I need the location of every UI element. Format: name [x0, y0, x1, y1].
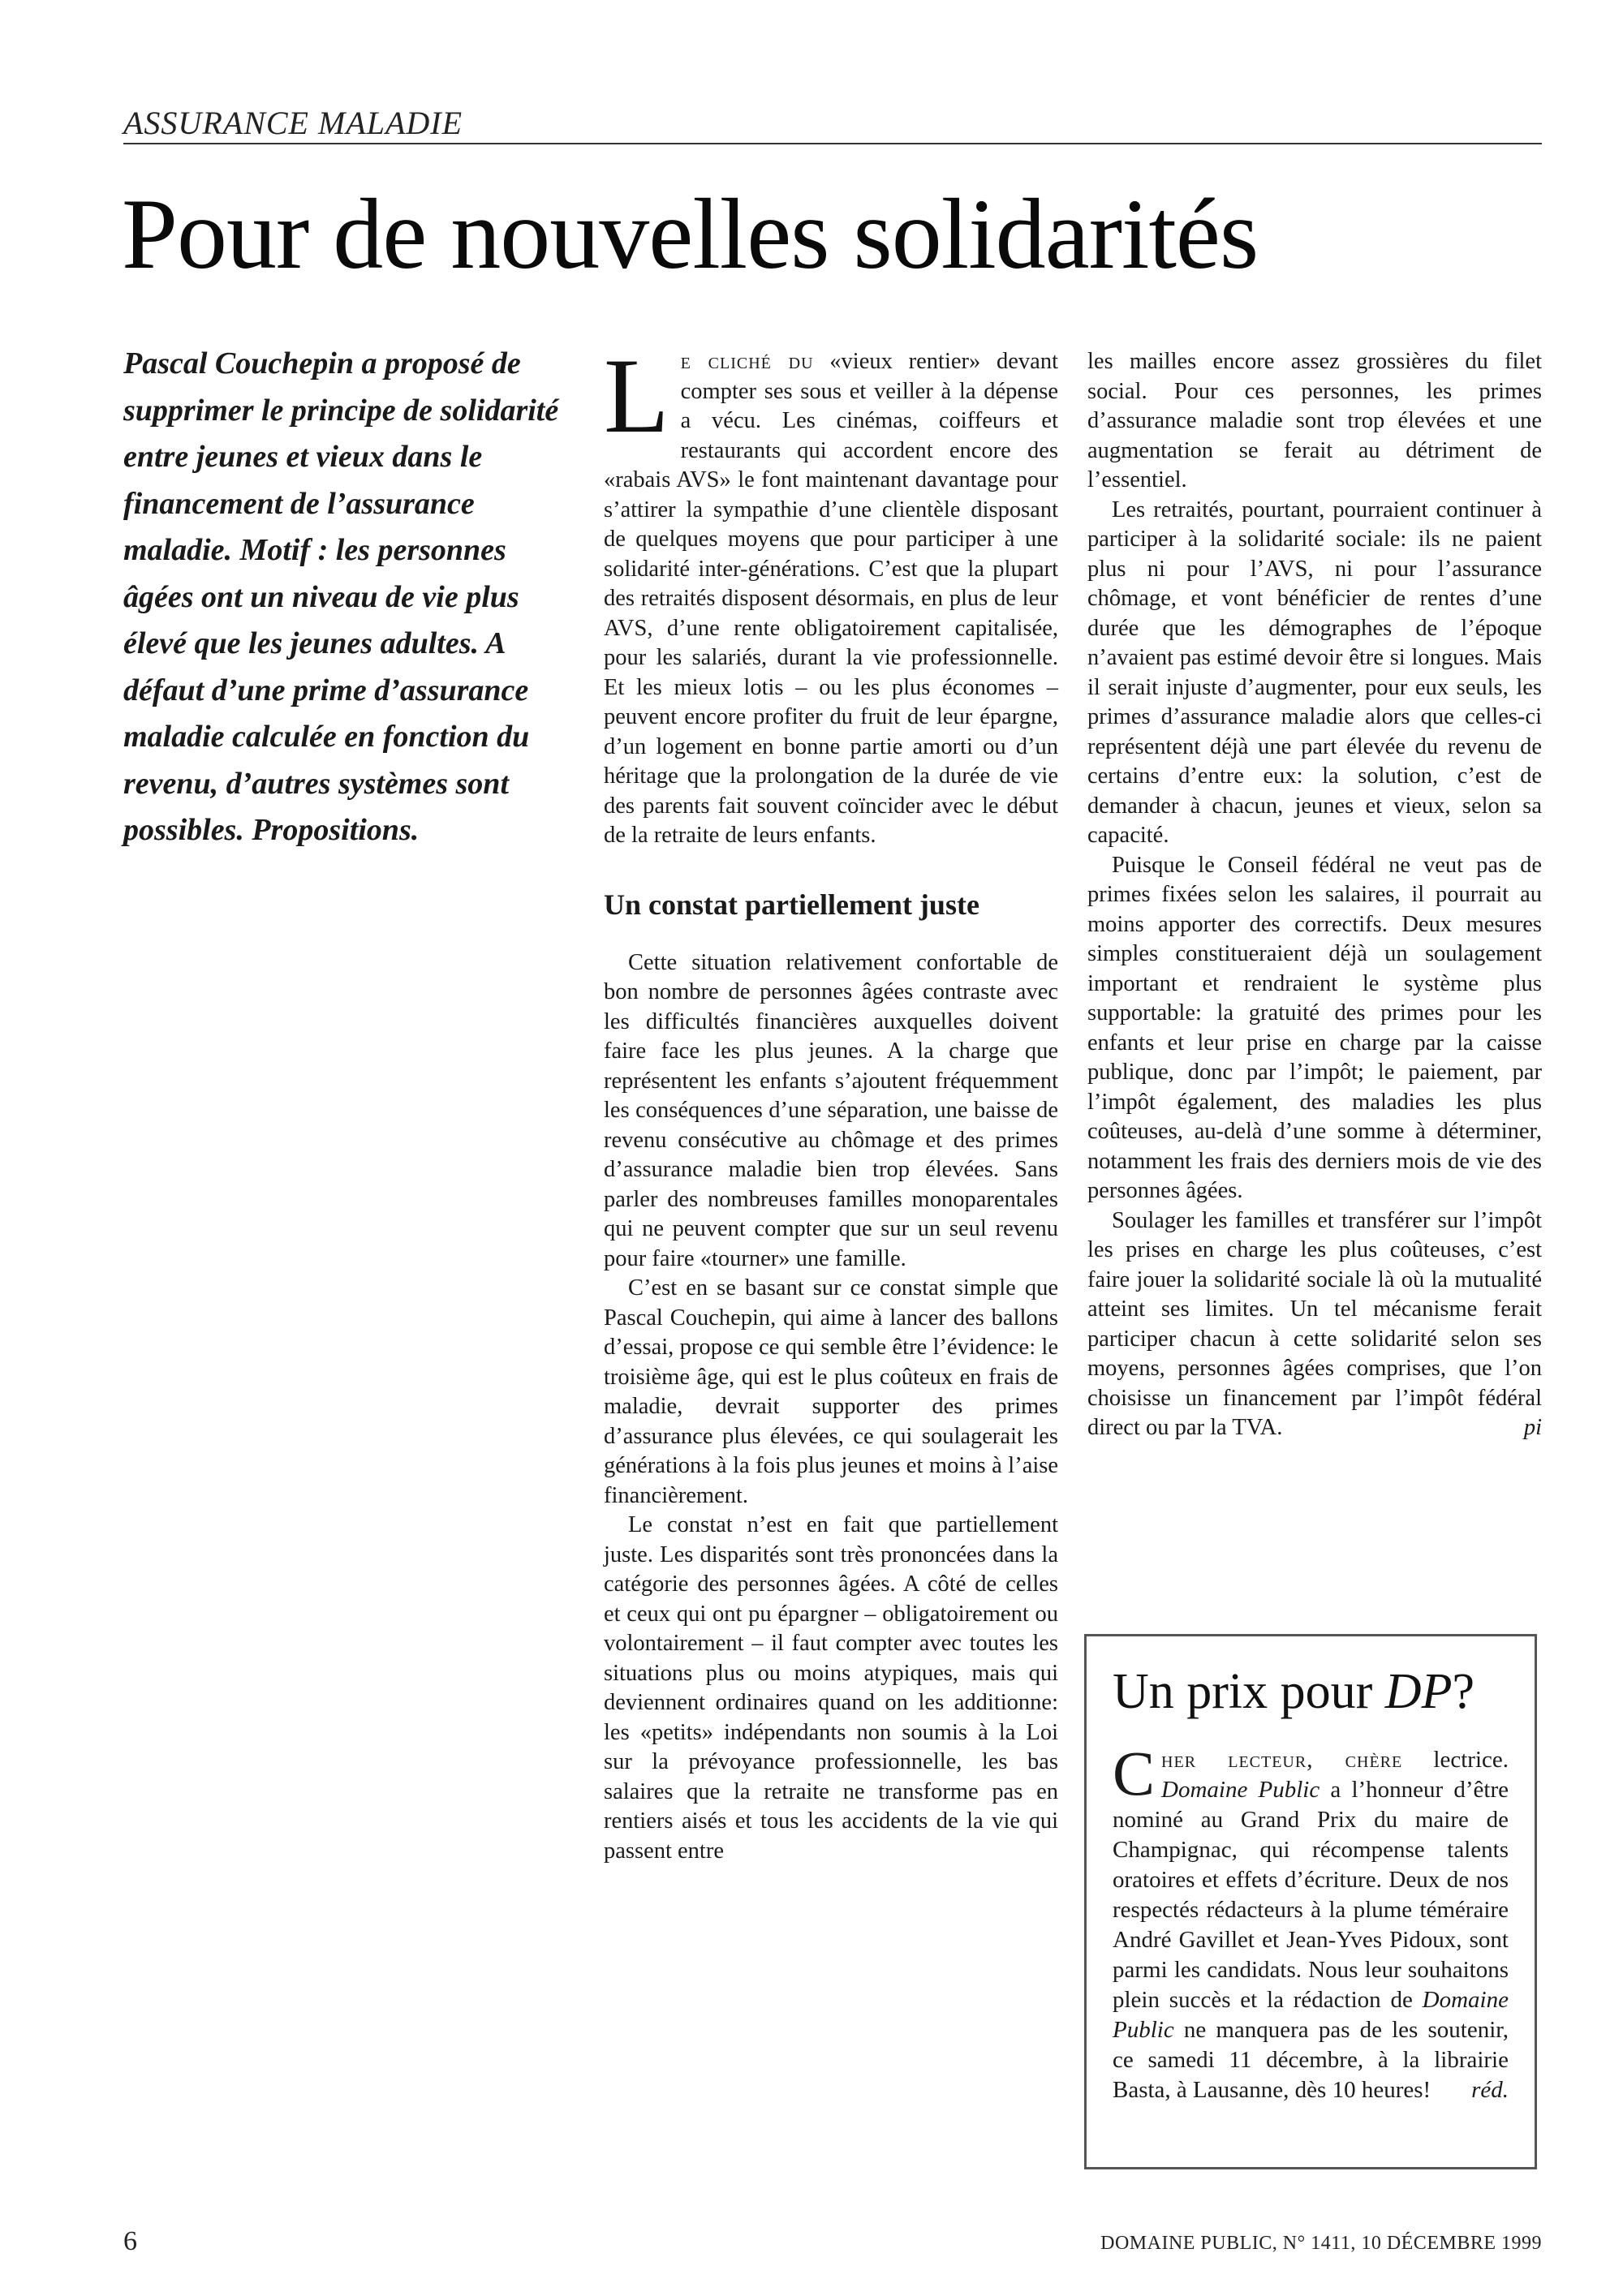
- box-title-emphasis: DP: [1384, 1664, 1453, 1719]
- author-signature: pi: [1523, 1415, 1542, 1440]
- box-drop-cap: C: [1113, 1738, 1156, 1808]
- article-paragraph: Puisque le Conseil fédéral ne veut pas de primes fixées selon les salaires, il pourrait au moins apporter des correctifs. Deux mesures simples constitueraient déjà un soulagement important et rendraient le système plus supportable: la gratuité des primes pour les enfants et leur prise en charge par la caisse publique, donc par l’impôt; le paiement, par l’impôt également, des maladies les plus coûteuses, au-delà d’une somme à déterminer, notamment les frais des derniers mois de vie des personnes âgées.: [1087, 852, 1542, 1203]
- article-paragraph: [604, 336, 1058, 851]
- article-paragraph: [1087, 1206, 1542, 1443]
- box-text-segment: ne manquera pas de les soutenir, ce samedi 11 décembre, à la librairie Basta, à Lausanne, dès 10 heures!: [1113, 2017, 1509, 2103]
- sidebar-box: [1084, 1634, 1537, 2169]
- box-title-text: Un prix pour: [1113, 1664, 1385, 1719]
- box-lead-small-caps: her lecteur, chère: [1161, 1747, 1403, 1773]
- article-title: Pour de nouvelles solidarités: [122, 178, 1259, 290]
- box-text-emphasis: Domaine Public: [1113, 1987, 1509, 2043]
- article-paragraph: Les retraités, pourtant, pourraient continuer à participer à la solidarité sociale: ils ne paient plus ni pour l’AVS, ni pour l’assurance chômage, et vont bénéficier de rentes d’une durée que les démographes de l’époque n’avaient pas estimé devoir être si longues. Mais il serait injuste d’augmenter, pour eux seuls, les primes d’assurance maladie alors que celles-ci représentent déjà une part élevée du revenu de certains d’entre eux: la solution, c’est de demander à chacun, jeunes et vieux, selon sa capacité.: [1087, 497, 1542, 848]
- lead-small-caps: e cliché du: [680, 349, 814, 374]
- section-divider: [123, 143, 1542, 144]
- article-paragraph: Cette situation relativement confortable de bon nombre de personnes âgées contraste avec les difficultés financières auxquelles doivent faire face les plus jeunes. A la charge que représentent les enfants s’ajoutent fréquemment les conséquences d’une séparation, une baisse de revenu consécutive au chômage et des primes d’assurance maladie bien trop élevées. Sans parler des nombreuses familles monoparentales qui ne peuvent compter que sur un seul revenu pour faire «tourner» une famille.: [604, 949, 1058, 1271]
- section-label: ASSURANCE MALADIE: [123, 105, 463, 141]
- article-paragraph: C’est en se basant sur ce constat simple que Pascal Couchepin, qui aime à lancer des ballons d’essai, propose ce qui semble être l’évidence: le troisième âge, qui est le plus coûteux en frais de maladie, devrait supporter des primes d’assurance plus élevées, ce qui soulagerait les générations à la fois plus jeunes et moins à l’aise financièrement.: [604, 1275, 1058, 1508]
- article-lead: Pascal Couchepin a proposé de supprimer le principe de solidarité entre jeunes et vieux dans le financement de l’assurance maladie. Motif : les personnes âgées ont un niveau de vie plus élevé que les jeunes adultes. A défaut d’une prime d’assurance maladie calculée en fonction du revenu, d’autres systèmes sont possibles. Propositions.: [123, 346, 559, 847]
- box-signature: réd.: [1471, 2077, 1509, 2103]
- box-text-segment: a l’honneur d’être nominé au Grand Prix du maire de Champignac, qui récompense talents oratoires et effets d’écriture. Deux de nos respectés rédacteurs à la plume téméraire André Gavillet et Jean-Yves Pidoux, sont parmi les candidats. Nous leur souhaitons plein succès et la rédaction de: [1113, 1777, 1509, 2013]
- publication-info: DOMAINE PUBLIC, N° 1411, 10 DÉCEMBRE 1999: [1100, 2233, 1542, 2254]
- box-title-punctuation: ?: [1452, 1664, 1474, 1719]
- article-column-1: [604, 336, 1058, 1866]
- box-title: [1113, 1662, 1509, 1721]
- box-text: [1113, 1738, 1509, 2105]
- article-paragraph: Le constat n’est en fait que partiellement juste. Les disparités sont très prononcées dans la catégorie des personnes âgées. A côté de celles et ceux qui ont pu épargner – obligatoirement ou volontairement – il faut compter avec toutes les situations plus ou moins atypiques, mais qui deviennent ordinaires quand on les additionne: les «petits» indépendants non soumis à la Loi sur la prévoyance professionnelle, les bas salaires que la retraite ne transforme pas en rentiers aisés et tous les accidents de la vie qui passent entre: [604, 1512, 1058, 1864]
- article-paragraph: les mailles encore assez grossières du filet social. Pour ces personnes, les primes d’assurance maladie sont trop élevées et une augmentation se ferait au détriment de l’essentiel.: [1087, 349, 1542, 492]
- article-subheading: Un constat partiellement juste: [604, 888, 979, 921]
- page-number: 6: [123, 2226, 137, 2256]
- box-text-segment: lectrice.: [1402, 1747, 1509, 1773]
- paragraph-text: Soulager les familles et transférer sur l’impôt les prises en charge les plus coûteuses, c’est faire jouer la solidarité sociale là où la mutualité atteint ses limites. Un tel mécanisme ferait participer chacun à cette solidarité selon ses moyens, personnes âgées comprises, que l’on choisisse un financement par l’impôt fédéral direct ou par la TVA.: [1087, 1207, 1542, 1440]
- drop-cap: L: [604, 336, 669, 455]
- box-text-emphasis: Domaine Public: [1161, 1777, 1320, 1803]
- paragraph-text: «vieux rentier» devant compter ses sous et veiller à la dépense a vécu. Les cinémas, coiffeurs et restaurants qui accordent encore des «rabais AVS» le font maintenant davantage pour s’attirer la sympathie d’une clientèle disposant de quelques moyens que pour participer à une solidarité inter-générations. C’est que la plupart des retraités disposent désormais, en plus de leur AVS, d’une rente obligatoirement capitalisée, pour les salariés, durant la vie professionnelle. Et les mieux lotis – ou les plus économes – peuvent encore profiter du fruit de leur épargne, d’un logement en bonne partie amorti ou d’un héritage que la prolongation de la durée de vie des parents fait souvent coïncider avec le début de la retraite de leurs enfants.: [604, 349, 1058, 848]
- article-column-2: [1087, 347, 1542, 1443]
